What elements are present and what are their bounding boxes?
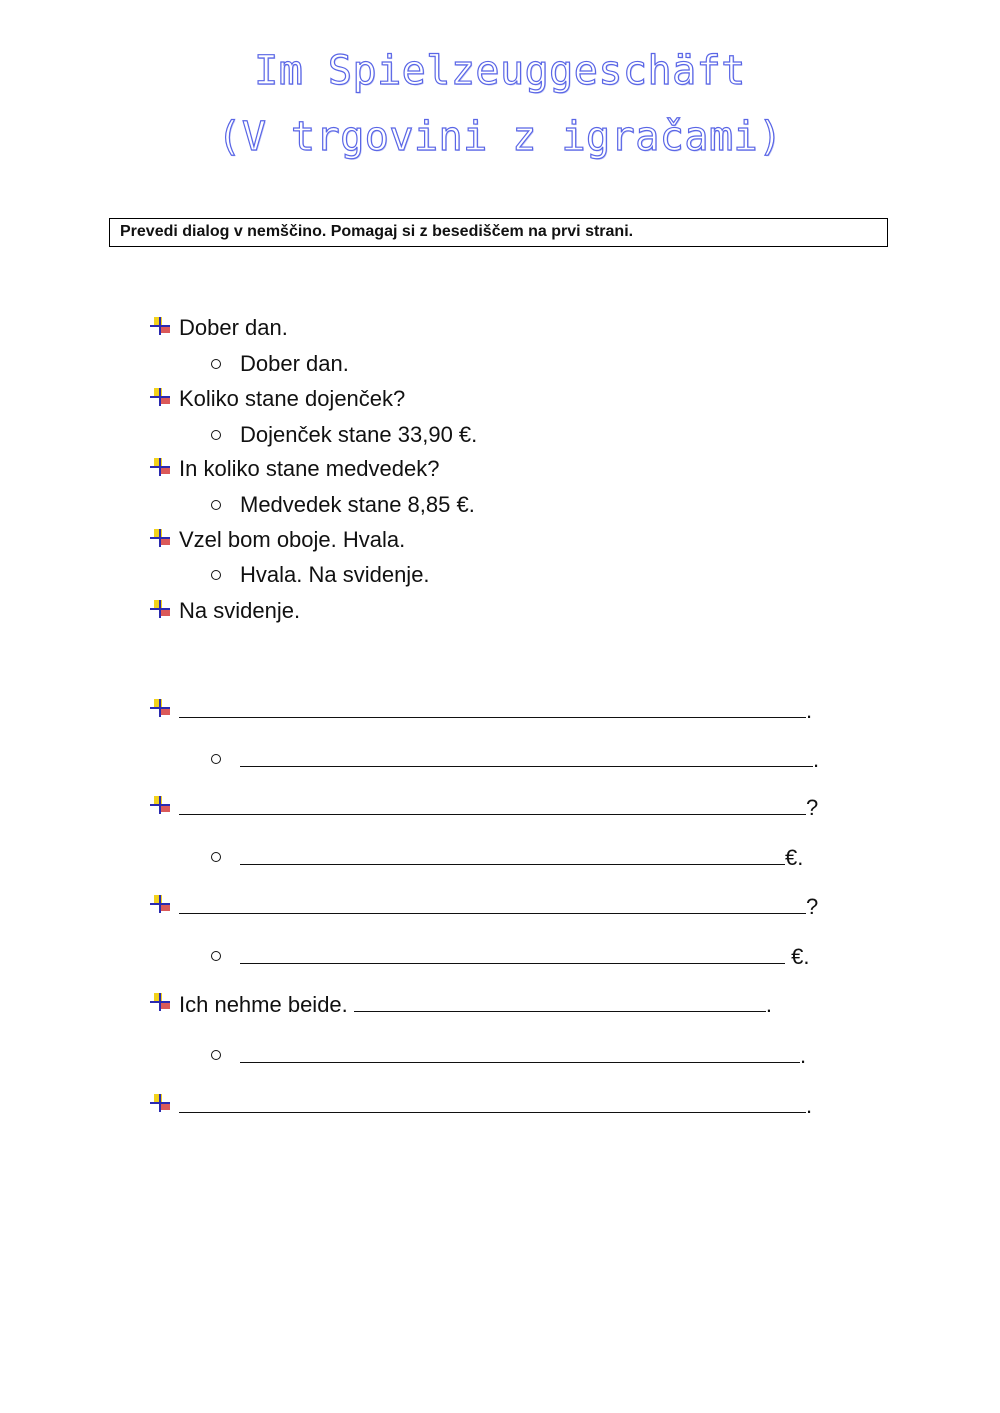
answer-prefix: Ich nehme beide. bbox=[179, 992, 354, 1017]
circle-bullet-icon bbox=[211, 359, 221, 369]
answer-suffix: ? bbox=[806, 795, 819, 820]
answer-suffix: . bbox=[806, 1093, 813, 1118]
dialog-text: Hvala. Na svidenje. bbox=[240, 562, 430, 587]
arrow-cross-icon bbox=[150, 893, 172, 915]
answer-blank[interactable] bbox=[179, 1092, 806, 1113]
dialog-text: Na svidenje. bbox=[179, 598, 301, 623]
answer-blank[interactable] bbox=[240, 746, 813, 767]
arrow-cross-icon bbox=[150, 527, 172, 549]
circle-bullet-icon bbox=[211, 1050, 221, 1060]
dialog-text: Dojenček stane 33,90 €. bbox=[240, 422, 478, 447]
arrow-cross-icon bbox=[150, 1092, 172, 1114]
dialog-text: Koliko stane dojenček? bbox=[179, 386, 406, 411]
dialog-text: Dober dan. bbox=[179, 315, 288, 340]
circle-bullet-icon bbox=[211, 430, 221, 440]
circle-bullet-icon bbox=[211, 951, 221, 961]
worksheet-subtitle: (V trgovini z igračami) bbox=[217, 114, 783, 160]
answer-blank[interactable] bbox=[179, 697, 806, 718]
circle-bullet-icon bbox=[211, 570, 221, 580]
arrow-cross-icon bbox=[150, 456, 172, 478]
arrow-cross-icon bbox=[150, 794, 172, 816]
circle-bullet-icon bbox=[211, 754, 221, 764]
answer-blank[interactable] bbox=[240, 1042, 800, 1063]
answer-blank[interactable] bbox=[240, 844, 785, 865]
answer-suffix: . bbox=[765, 992, 773, 1017]
answer-blank[interactable] bbox=[240, 943, 785, 964]
dialog-text: Medvedek stane 8,85 €. bbox=[240, 492, 475, 517]
answer-suffix: . bbox=[806, 698, 813, 723]
arrow-cross-icon bbox=[150, 991, 172, 1013]
answer-suffix: €. bbox=[785, 944, 810, 969]
answer-suffix: . bbox=[813, 747, 820, 772]
arrow-cross-icon bbox=[150, 315, 172, 337]
arrow-cross-icon bbox=[150, 598, 172, 620]
dialog-text: Dober dan. bbox=[240, 351, 349, 376]
arrow-cross-icon bbox=[150, 697, 172, 719]
instruction-box: Prevedi dialog v nemščino. Pomagaj si z besediščem na prvi strani. bbox=[109, 218, 888, 247]
answer-suffix: €. bbox=[785, 845, 804, 870]
answer-blank[interactable] bbox=[354, 991, 766, 1012]
circle-bullet-icon bbox=[211, 500, 221, 510]
arrow-cross-icon bbox=[150, 386, 172, 408]
dialog-text: Vzel bom oboje. Hvala. bbox=[179, 527, 406, 552]
answer-suffix: . bbox=[800, 1043, 807, 1068]
worksheet-title: Im Spielzeuggeschäft bbox=[254, 48, 746, 94]
dialog-text: In koliko stane medvedek? bbox=[179, 456, 440, 481]
answer-blank[interactable] bbox=[179, 893, 806, 914]
answer-blank[interactable] bbox=[179, 794, 806, 815]
circle-bullet-icon bbox=[211, 852, 221, 862]
answer-suffix: ? bbox=[806, 894, 819, 919]
